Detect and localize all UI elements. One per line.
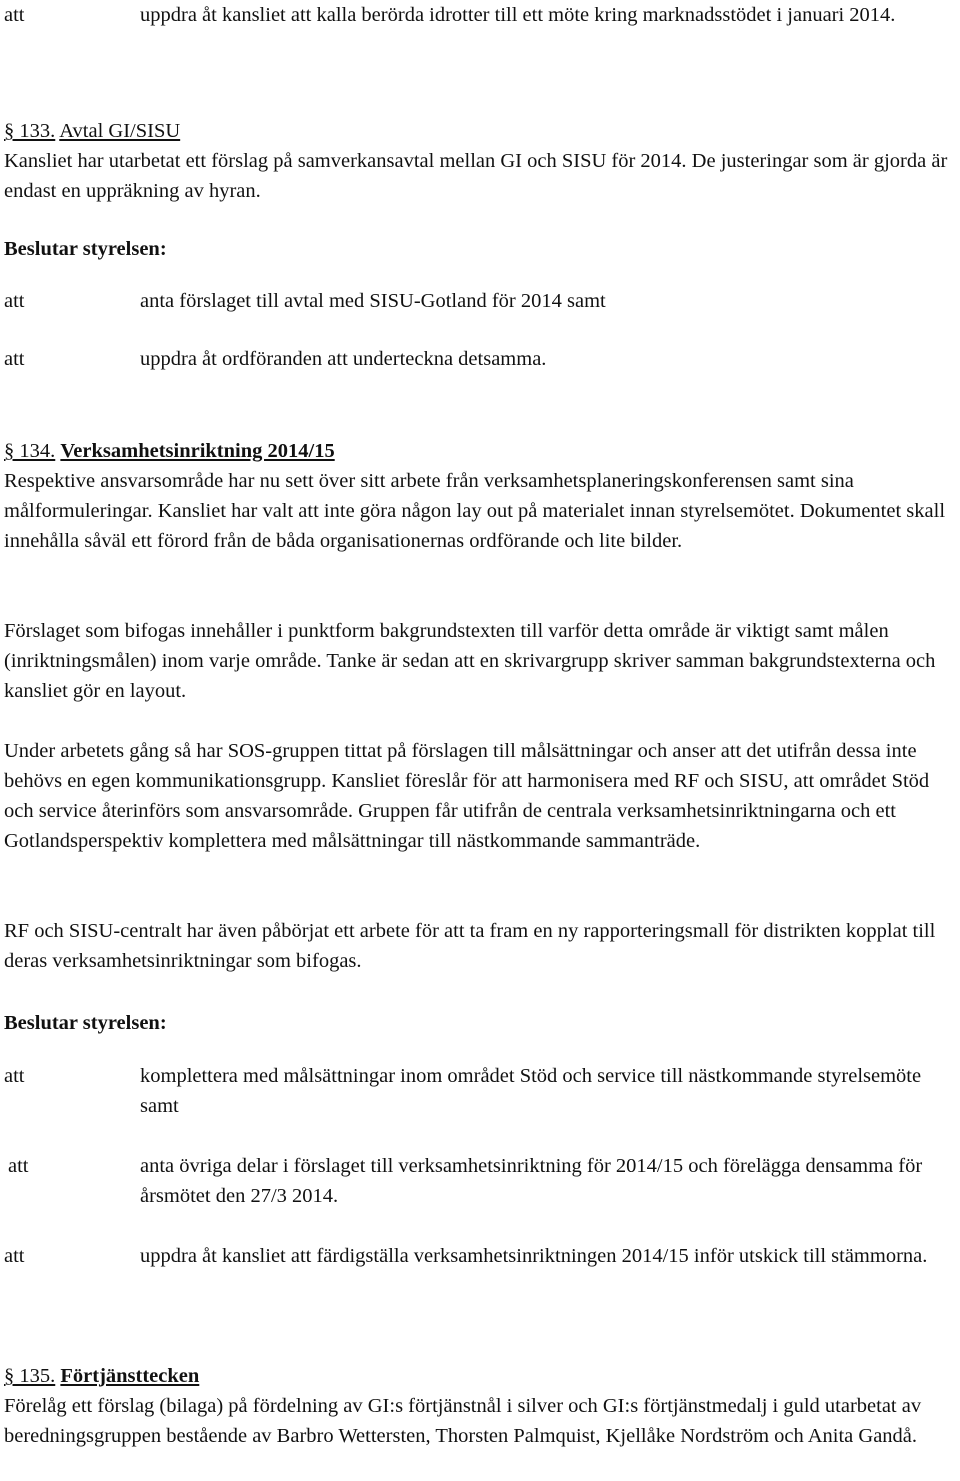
section-133-number: § 133.: [4, 120, 56, 142]
section-134-item-3-text: uppdra åt kansliet att färdigställa verksamhetsinriktningen 2014/15 inför utskick till stämmorna.: [140, 1245, 928, 1267]
section-133-decision-heading: Beslutar styrelsen:: [4, 238, 167, 260]
section-134-heading: [4, 436, 335, 466]
section-135-heading: [4, 1361, 199, 1391]
top-item-label: att: [4, 4, 25, 26]
section-134-number: § 134.: [4, 440, 56, 462]
section-134-title: Verksamhetsinriktning 2014/15: [60, 440, 335, 462]
section-134-paragraph-2: Förslaget som bifogas innehåller i punktform bakgrundstexten till varför detta område är viktigt samt målen (inriktningsmålen) inom varje område. Tanke är sedan att en skrivargrupp skriver samman bakgrundstexterna och kansliet gör en layout.: [4, 620, 936, 702]
section-135-body: Förelåg ett förslag (bilaga) på fördelning av GI:s förtjänstnål i silver och GI:s förtjänstmedalj i guld utarbetat av beredningsgruppen bestående av Barbro Wettersten, Thorsten Palmquist, Kjellåke Nordström och Anita Gandå.: [4, 1395, 922, 1447]
section-135-title: Förtjänsttecken: [60, 1365, 200, 1387]
section-134-item-3-label: att: [4, 1245, 25, 1267]
section-135-number: § 135.: [4, 1365, 56, 1387]
section-133-title: Avtal GI/SISU: [59, 120, 181, 142]
section-133-item-1-label: att: [4, 290, 25, 312]
section-134-paragraph-1: Respektive ansvarsområde har nu sett över sitt arbete från verksamhetsplaneringskonferensen samt sina målformuleringar. Kansliet har valt att inte göra någon lay out på materialet innan styrelsemötet. Dokumentet skall innehålla såväl ett förord från de båda organisationernas ordförande och lite bilder.: [4, 470, 946, 552]
section-134-item-1-text: komplettera med målsättningar inom området Stöd och service till nästkommande styrelsemöte samt: [140, 1065, 922, 1117]
section-134-paragraph-4: RF och SISU-centralt har även påbörjat ett arbete för att ta fram en ny rapporteringsmall för distrikten kopplat till deras verksamhetsinriktningar som bifogas.: [4, 920, 936, 972]
section-133-heading: [4, 116, 180, 146]
section-134-item-1-label: att: [4, 1065, 25, 1087]
section-134-decision-heading: Beslutar styrelsen:: [4, 1012, 167, 1034]
section-134-paragraph-3: Under arbetets gång så har SOS-gruppen tittat på förslagen till målsättningar och anser att det utifrån dessa inte behövs en egen kommunikationsgrupp. Kansliet föreslår för att harmonisera med RF och SISU, att området Stöd och service återinförs som ansvarsområde. Gruppen får utifrån de centrala verksamhetsinriktningarna och ett Gotlandsperspektiv komplettera med målsättningar till nästkommande sammanträde.: [4, 740, 930, 852]
section-133-item-2-text: uppdra åt ordföranden att underteckna detsamma.: [140, 348, 547, 370]
section-134-item-2-label: att: [8, 1155, 29, 1177]
section-133-item-2-label: att: [4, 348, 25, 370]
section-134-item-2-text: anta övriga delar i förslaget till verksamhetsinriktning för 2014/15 och förelägga densamma för årsmötet den 27/3 2014.: [140, 1155, 923, 1207]
top-item-text: uppdra åt kansliet att kalla berörda idrotter till ett möte kring marknadsstödet i januari 2014.: [140, 4, 896, 26]
section-133-item-1-text: anta förslaget till avtal med SISU-Gotland för 2014 samt: [140, 290, 606, 312]
section-133-body: Kansliet har utarbetat ett förslag på samverkansavtal mellan GI och SISU för 2014. De justeringar som är gjorda är endast en uppräkning av hyran.: [4, 150, 948, 202]
